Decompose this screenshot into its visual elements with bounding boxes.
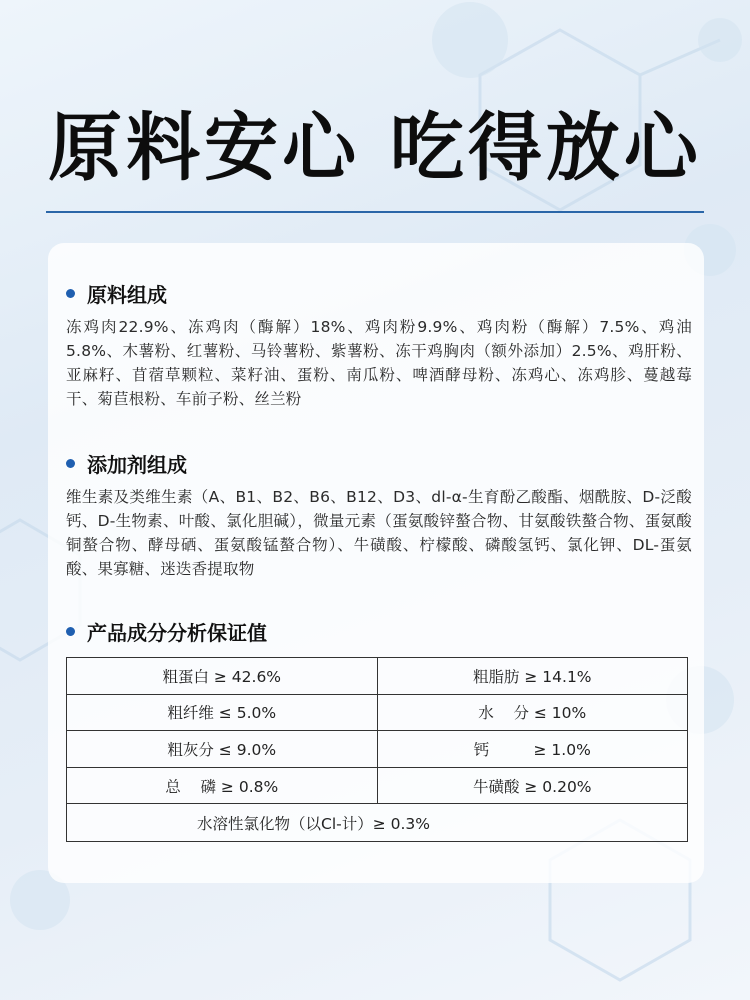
table-cell: 粗纤维 ≤ 5.0%	[167, 704, 277, 723]
bullet-dot-icon	[66, 289, 75, 298]
table-row	[67, 695, 687, 732]
table-row	[67, 658, 687, 695]
additives-title	[66, 449, 692, 477]
table-cell: 粗灰分 ≤ 9.0%	[167, 740, 277, 759]
raw-materials-section	[66, 279, 692, 411]
table-row	[67, 768, 687, 805]
headline-divider	[46, 211, 704, 213]
bullet-dot-icon	[66, 627, 75, 636]
raw-materials-text: 冻鸡肉22.9%、冻鸡肉（酶解）18%、鸡肉粉9.9%、鸡肉粉（酶解）7.5%、鸡油5.8%、木薯粉、红薯粉、马铃薯粉、紫薯粉、冻干鸡胸肉（额外添加）2.5%、鸡肝粉、亚麻籽、苜蓿草颗粒、菜籽油、蛋粉、南瓜粉、啤酒酵母粉、冻鸡心、冻鸡胗、蔓越莓干、菊苣根粉、车前子粉、丝兰粉	[66, 318, 692, 408]
headline: 原料安心 吃得放心	[48, 105, 702, 191]
table-cell: 总 磷 ≥ 0.8%	[165, 777, 279, 796]
analysis-title-text: 产品成分分析保证值	[87, 620, 267, 645]
additives-text: 维生素及类维生素（A、B1、B2、B6、B12、D3、dl-α-生育酚乙酸酯、烟酰胺、D-泛酸钙、D-生物素、叶酸、氯化胆碱），微量元素（蛋氨酸锌螯合物、甘氨酸铁螯合物、蛋氨酸铜螯合物、酵母硒、蛋氨酸锰螯合物）、牛磺酸、柠檬酸、磷酸氢钙、氯化钾、DL-蛋氨酸、果寡糖、迷迭香提取物	[66, 488, 692, 578]
table-cell: 牛磺酸 ≥ 0.20%	[377, 768, 688, 804]
analysis-title	[66, 617, 692, 645]
table-cell: 粗蛋白 ≥ 42.6%	[162, 667, 282, 686]
additives-title-text: 添加剂组成	[87, 452, 187, 477]
raw-materials-title	[66, 279, 692, 307]
ingredients-card	[48, 243, 704, 883]
table-row	[67, 804, 687, 841]
table-cell: 粗脂肪 ≥ 14.1%	[377, 658, 688, 694]
table-cell: 钙 ≥ 1.0%	[377, 731, 688, 767]
analysis-table	[66, 657, 688, 842]
additives-section	[66, 449, 692, 581]
bullet-dot-icon	[66, 459, 75, 468]
raw-materials-title-text: 原料组成	[87, 282, 167, 307]
analysis-section	[66, 617, 692, 645]
table-row	[67, 731, 687, 768]
table-footer-cell: 水溶性氯化物（以Cl-计）≥ 0.3%	[197, 814, 431, 833]
table-cell: 水 分 ≤ 10%	[377, 695, 688, 731]
